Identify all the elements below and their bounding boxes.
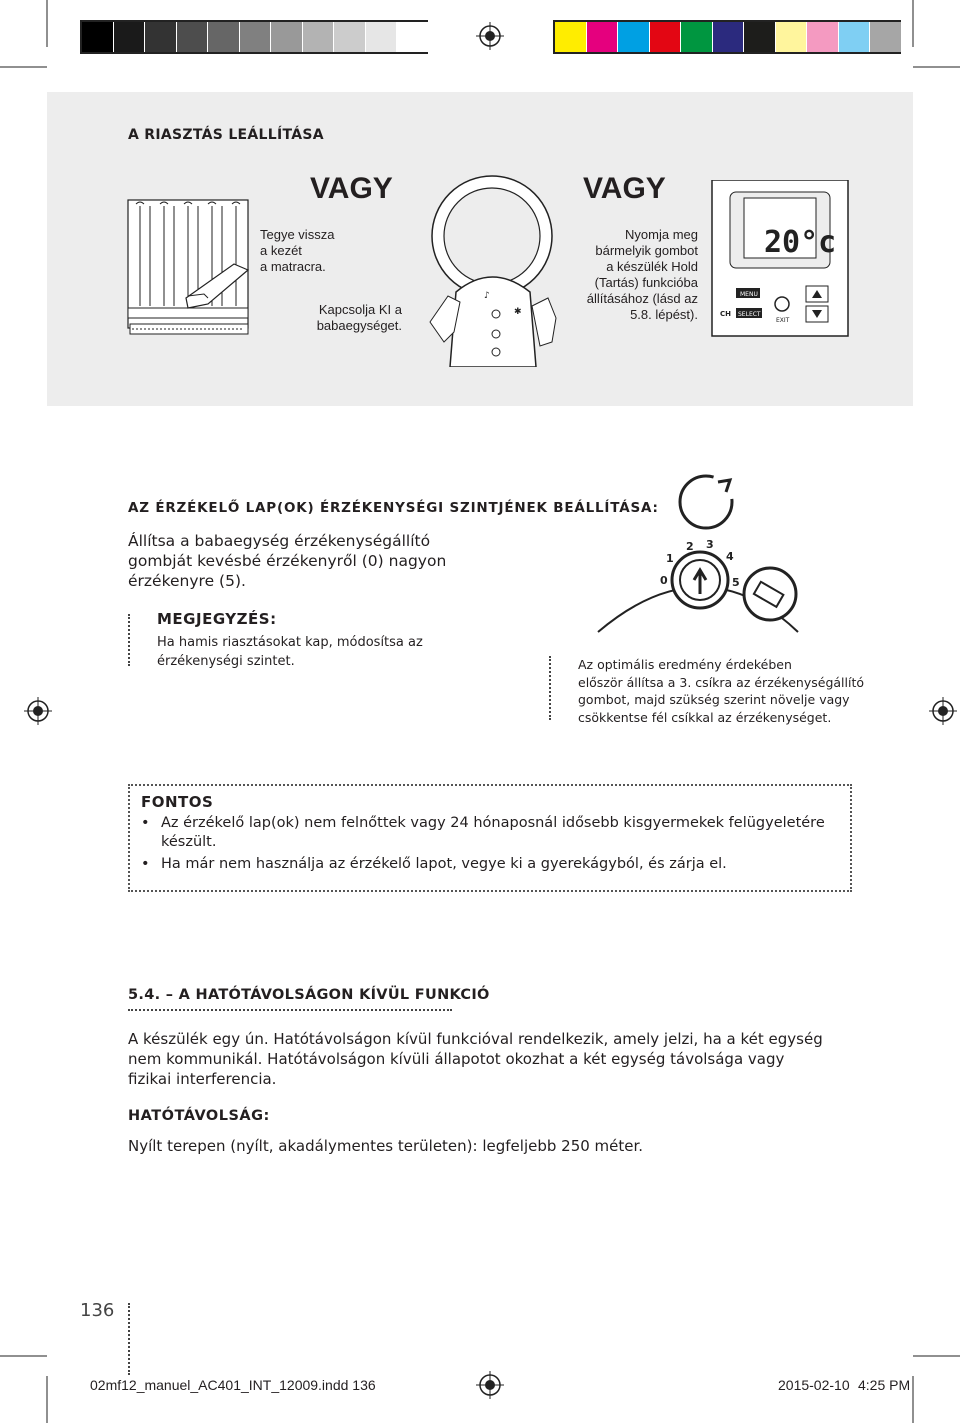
- tip-divider: [549, 656, 551, 720]
- footer-date: 2015-02-10: [778, 1377, 850, 1393]
- caption-switch: Kapcsolja KI a babaegységet.: [316, 302, 402, 333]
- registration-mark-icon: [476, 22, 504, 50]
- caption-press: Nyomja meg bármelyik gombot a készülék Hold (Tartás) funkcióba állításához (lásd az 5.8. lépést).: [586, 227, 698, 322]
- note-divider: [128, 614, 130, 666]
- range-heading-underline: [128, 1009, 452, 1011]
- svg-text:CH: CH: [720, 310, 731, 318]
- dial-number: 3: [706, 538, 714, 551]
- svg-text:♪: ♪: [484, 291, 490, 301]
- baby-unit-illustration: [420, 172, 570, 367]
- page-number-divider: [128, 1303, 130, 1375]
- svg-text:MENU: MENU: [740, 291, 758, 298]
- svg-text:SELECT: SELECT: [738, 311, 761, 318]
- footer-time: 4:25 PM: [858, 1377, 911, 1393]
- or-label: VAGY: [583, 172, 666, 205]
- alarm-heading: A RIASZTÁS LEÁLLÍTÁSA: [128, 127, 324, 143]
- footer-file: 02mf12_manuel_AC401_INT_12009.indd 136: [90, 1377, 376, 1393]
- sensitivity-body: Állítsa a babaegység érzékenységállító gombját kevésbé érzékenyről (0) nagyon érzékenyre (5).: [128, 532, 447, 590]
- or-label: VAGY: [310, 172, 393, 205]
- registration-mark-icon: [476, 1371, 504, 1399]
- note-title: MEGJEGYZÉS:: [157, 610, 277, 628]
- svg-text:✱: ✱: [514, 307, 522, 317]
- range-heading: 5.4. – A HATÓTÁVOLSÁGON KÍVÜL FUNKCIÓ: [128, 987, 490, 1003]
- important-title: FONTOS: [141, 793, 214, 811]
- registration-mark-icon: [929, 697, 957, 725]
- range-sub-body: Nyílt terepen (nyílt, akadálymentes területen): legfeljebb 250 méter.: [128, 1137, 644, 1155]
- registration-mark-icon: [24, 697, 52, 725]
- dial-number: 5: [732, 576, 740, 589]
- dial-number: 1: [666, 552, 674, 565]
- dial-number: 0: [660, 574, 668, 587]
- note-text: Ha hamis riasztásokat kap, módosítsa az érzékenységi szintet.: [157, 635, 423, 669]
- crib-hand-illustration: [126, 196, 254, 340]
- dial-number: 4: [726, 550, 734, 563]
- dial-number: 2: [686, 540, 694, 553]
- svg-text:EXIT: EXIT: [776, 317, 790, 324]
- important-bullet: • Az érzékelő lap(ok) nem felnőttek vagy 24 hónaposnál idősebb kisgyermekek felügyeletére készült.: [141, 815, 825, 850]
- sensitivity-heading: AZ ÉRZÉKELŐ LAP(OK) ÉRZÉKENYSÉGI SZINTJÉNEK BEÁLLÍTÁSA:: [128, 500, 659, 516]
- important-bullet: • Ha már nem használja az érzékelő lapot, vegye ki a gyerekágyból, és zárja el.: [141, 856, 727, 872]
- tip-text: Az optimális eredmény érdekében először állítsa a 3. csíkra az érzékenységállító gombot, majd szükség szerint növelje vagy csökkentse fél csíkkal az érzékenységet.: [578, 657, 865, 725]
- range-subheading: HATÓTÁVOLSÁG:: [128, 1108, 270, 1124]
- page-number: 136: [80, 1300, 115, 1321]
- parent-unit-illustration: [706, 180, 856, 340]
- display-readout: 20°c: [764, 225, 837, 260]
- sensitivity-dial-illustration: [594, 470, 804, 640]
- range-body: A készülék egy ún. Hatótávolságon kívül funkcióval rendelkezik, amely jelzi, ha a két egység nem kommunikál. Hatótávolságon kívüli állapotot okozhat a két egység távolsága vagy fizikai interferencia.: [128, 1030, 823, 1088]
- caption-hand: Tegye vissza a kezét a matracra.: [260, 227, 335, 274]
